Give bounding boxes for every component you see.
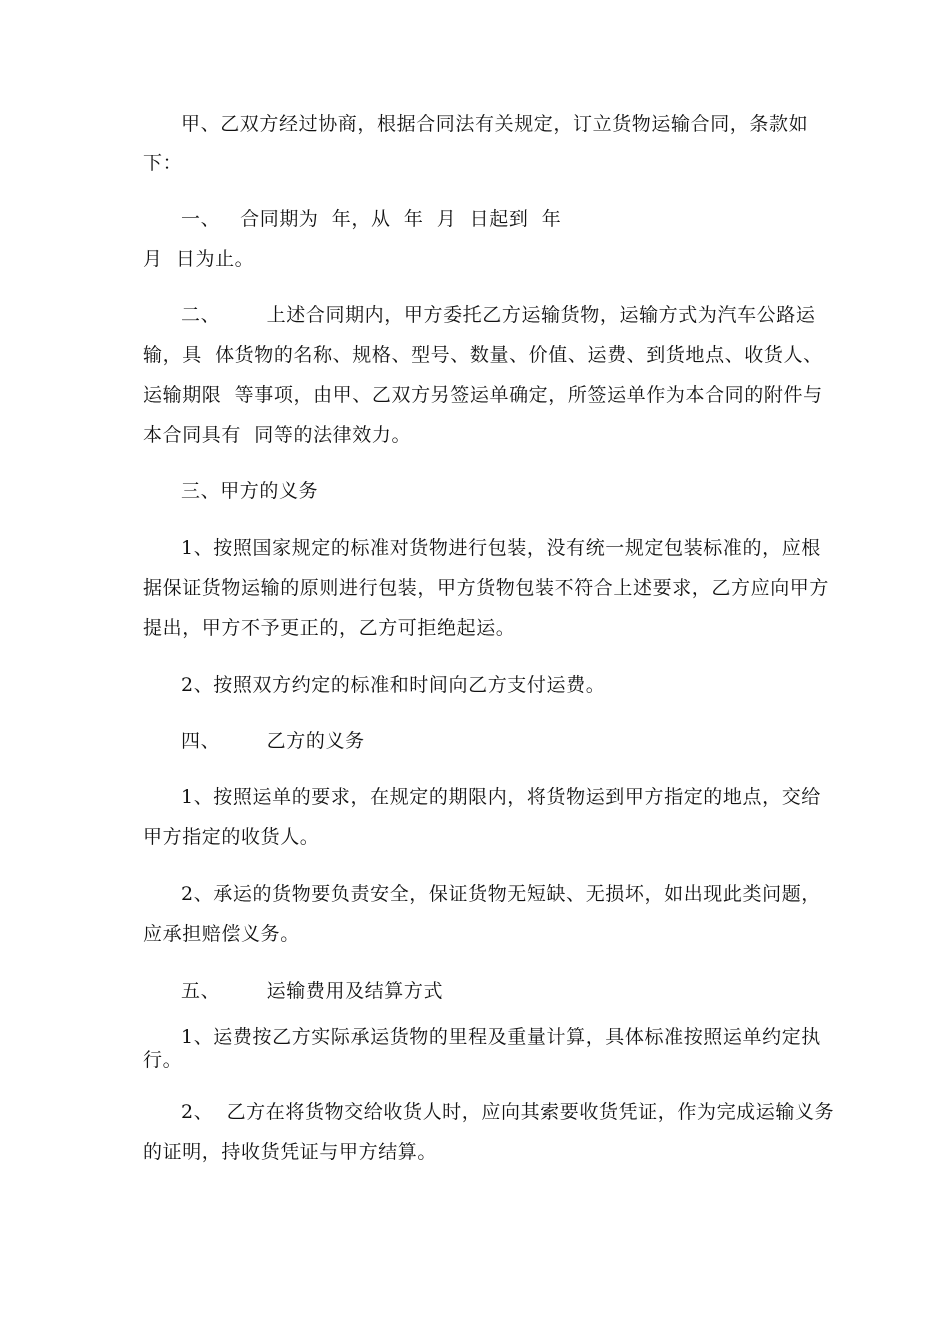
section-3-item-1-line-1: 1、按照国家规定的标准对货物进行包装，没有统一规定包装标准的，应根: [181, 537, 821, 559]
section-2-line-4: 本合同具有 同等的法律效力。: [143, 424, 412, 446]
section-4-item-1-line-2: 甲方指定的收货人。: [143, 826, 320, 848]
section-2-line-3: 运输期限 等事项，由甲、乙双方另签运单确定，所签运单作为本合同的附件与: [143, 384, 823, 406]
section-2-line-2: 输，具 体货物的名称、规格、型号、数量、价值、运费、到货地点、收货人、: [143, 344, 823, 366]
section-3-heading: 三、甲方的义务: [181, 480, 319, 502]
section-2-line-1: 二、 上述合同期内，甲方委托乙方运输货物，运输方式为汽车公路运: [181, 304, 816, 326]
section-5-item-1-line-2: 行。: [143, 1049, 183, 1071]
intro-line-1: 甲、乙双方经过协商，根据合同法有关规定，订立货物运输合同，条款如: [181, 113, 809, 135]
section-5-item-2-line-1: 2、 乙方在将货物交给收货人时，应向其索要收货凭证，作为完成运输义务: [181, 1101, 835, 1123]
section-1-line-1: 一、 合同期为 年，从 年 月 日起到 年: [181, 208, 562, 230]
section-5-heading: 五、 运输费用及结算方式: [181, 980, 444, 1002]
section-3-item-1-line-2: 据保证货物运输的原则进行包装，甲方货物包装不符合上述要求，乙方应向甲方: [143, 577, 830, 599]
section-5-item-2-line-2: 的证明，持收货凭证与甲方结算。: [143, 1141, 438, 1163]
section-1-line-2: 月 日为止。: [143, 248, 255, 270]
intro-line-2: 下：: [143, 152, 183, 174]
section-4-item-2-line-2: 应承担赔偿义务。: [143, 923, 300, 945]
section-5-item-1-line-1: 1、运费按乙方实际承运货物的里程及重量计算，具体标准按照运单约定执: [181, 1026, 821, 1048]
section-4-item-1-line-1: 1、按照运单的要求，在规定的期限内，将货物运到甲方指定的地点，交给: [181, 786, 821, 808]
section-3-item-1-line-3: 提出，甲方不予更正的，乙方可拒绝起运。: [143, 617, 516, 639]
section-4-item-2-line-1: 2、承运的货物要负责安全，保证货物无短缺、无损坏，如出现此类问题，: [181, 883, 821, 905]
section-4-heading: 四、 乙方的义务: [181, 730, 365, 752]
section-3-item-2: 2、按照双方约定的标准和时间向乙方支付运费。: [181, 674, 606, 696]
